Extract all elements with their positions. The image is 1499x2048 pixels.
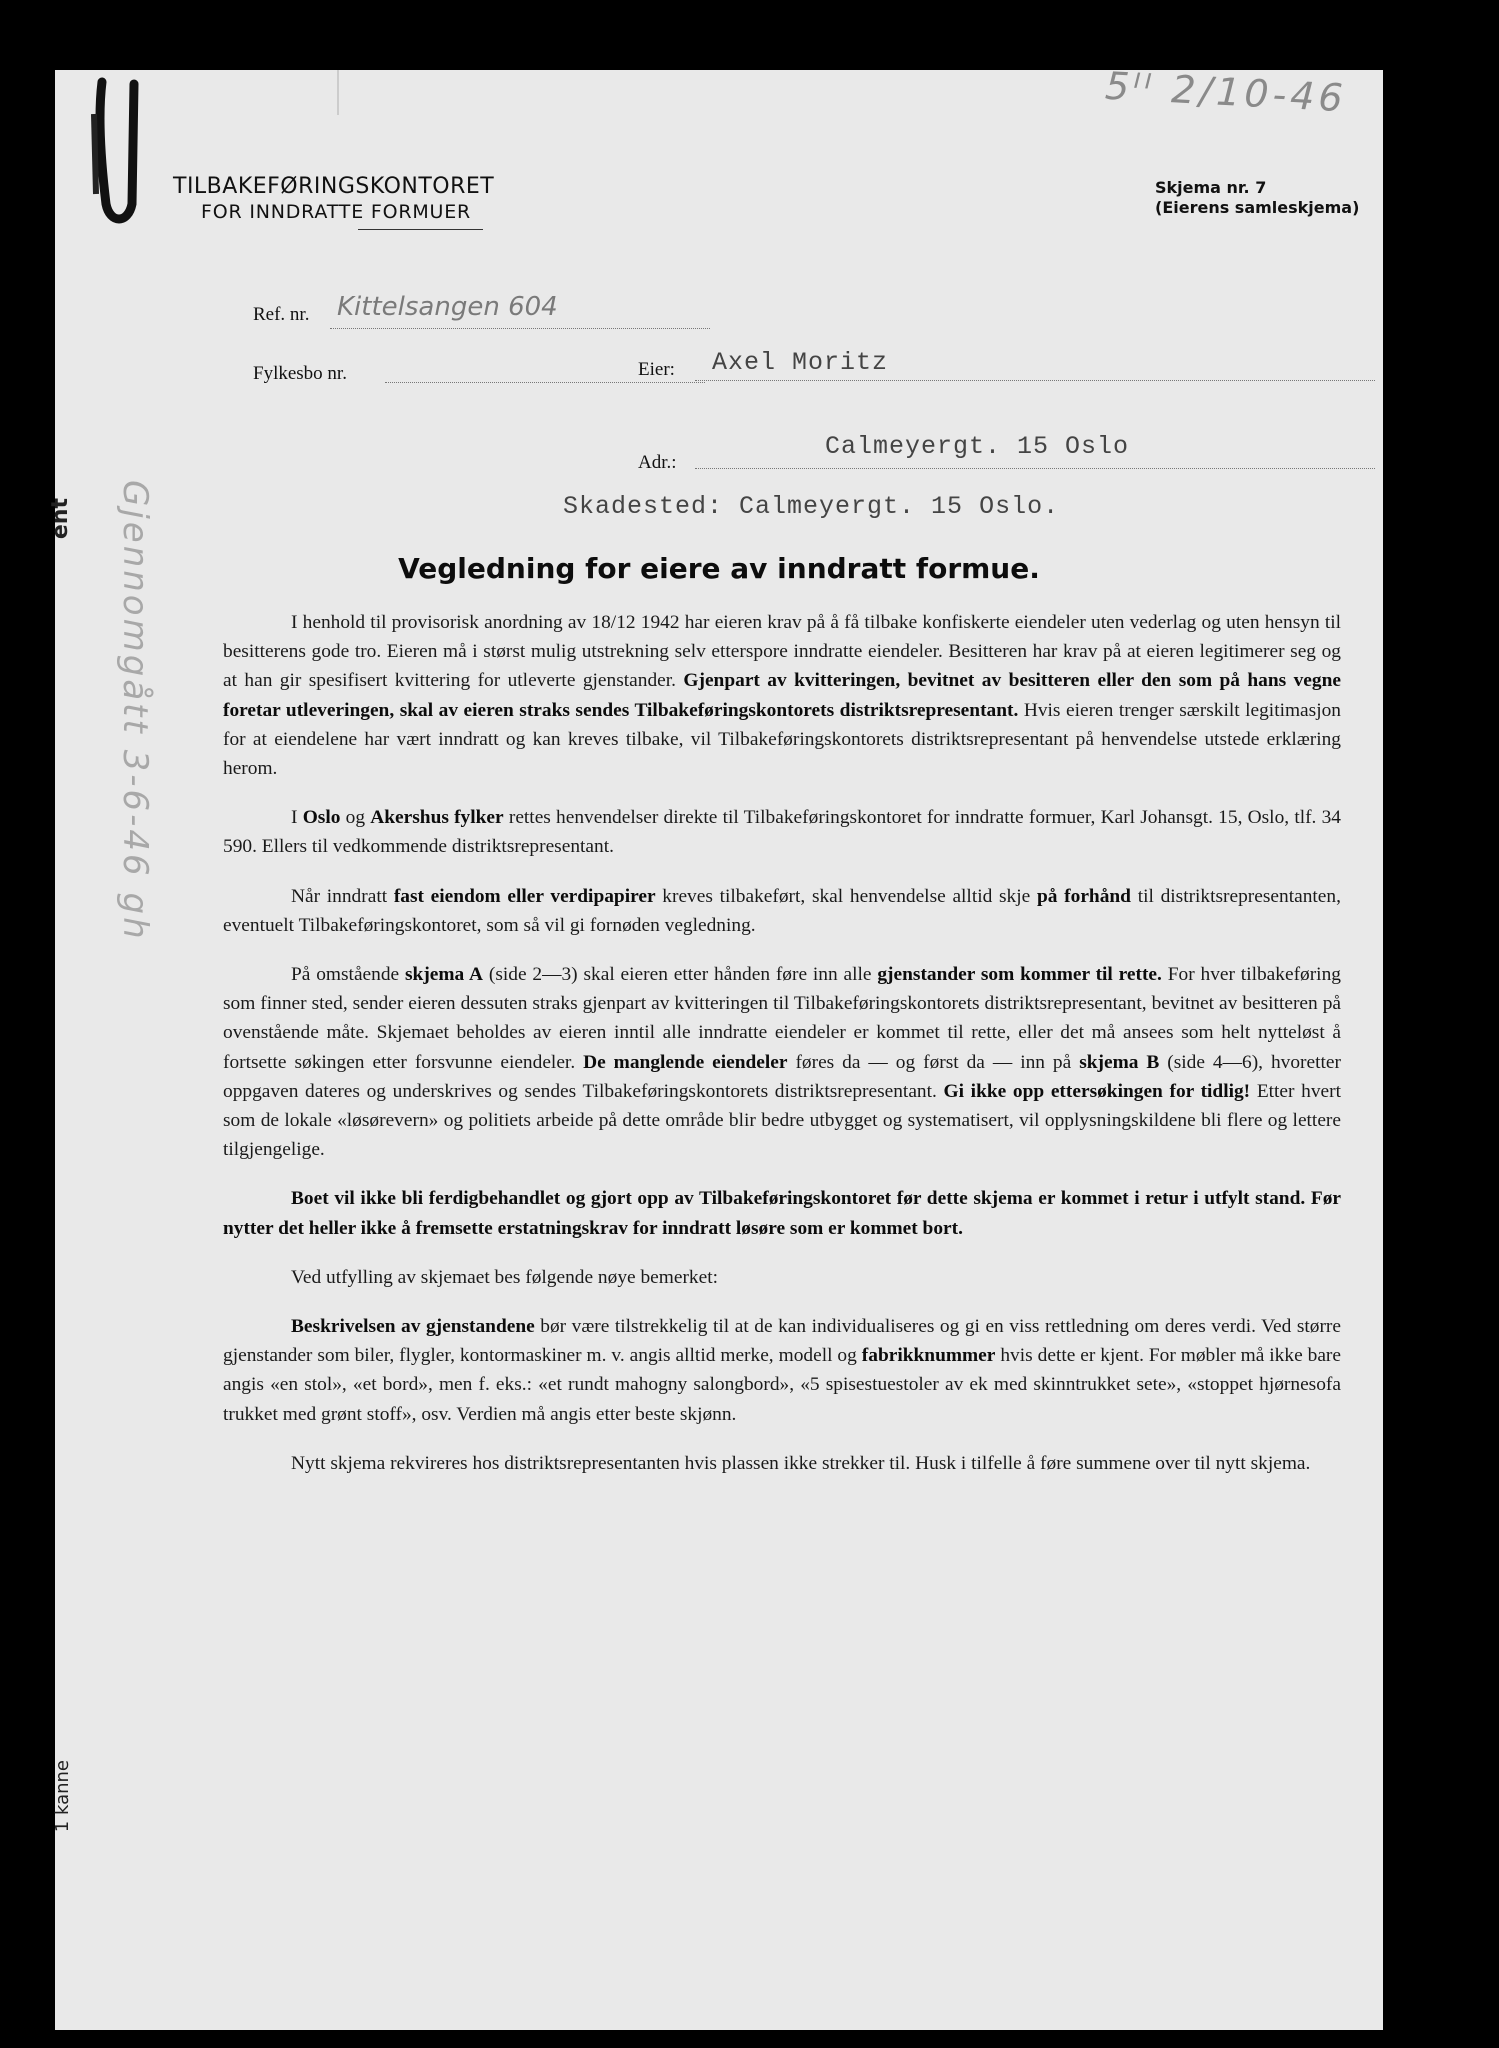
schema-label bbox=[1155, 178, 1359, 218]
p4-bold-skjema-a: skjema A bbox=[405, 964, 484, 986]
document-page bbox=[55, 63, 1383, 2030]
org-name-line2: FOR INNDRATTE FORMUER bbox=[201, 201, 472, 223]
ref-handwritten-value: Kittelsangen 604 bbox=[337, 292, 558, 322]
eier-label: Eier: bbox=[638, 359, 675, 380]
eier-line bbox=[695, 380, 1375, 381]
p4-bold-gjenstander: gjenstander som kommer til rette. bbox=[877, 964, 1162, 986]
paragraph-8 bbox=[223, 1449, 1341, 1478]
p7-text-end: hvis dette er kjent. For møbler må ikke bare angis «en stol», «et bord», men f. eks.: «et rundt mahogny salongbord», «5 spisestuestoler av ek med skinntrukket sete», «stoppet hjørnesofa trukket med grønt stoff», osv. Verdien må angis etter beste skjønn. bbox=[223, 1345, 1341, 1425]
adr-value: Calmeyergt. 15 Oslo bbox=[825, 432, 1130, 461]
p3-text-end: til distriktsrepresentanten, eventuelt Tilbakeføringskontoret, som så vil gi fornøden vegledning. bbox=[223, 885, 1341, 936]
document-title: Vegledning for eiere av inndratt formue. bbox=[398, 552, 1040, 585]
header-rule bbox=[358, 229, 483, 230]
handwritten-date-note: 5ᴵᴵ 2/10-46 bbox=[1104, 63, 1348, 121]
p7-text: bør være tilstrekkelig til at de kan individualiseres og gi en viss rettledning om deres verdi. Ved større gjenstander som biler, flygler, kontormaskiner m. v. angis alltid merke, modell og bbox=[223, 1316, 1341, 1367]
p4-bold-gi-ikke-opp: Gi ikke opp ettersøkingen for tidlig! bbox=[943, 1080, 1251, 1102]
schema-number: Skjema nr. 7 bbox=[1155, 178, 1267, 197]
p4-text-4: føres da — og først da — inn på bbox=[795, 1051, 1072, 1073]
p6-text: Ved utfylling av skjemaet bes følgende nøye bemerket: bbox=[291, 1266, 719, 1288]
archive-clip-mark bbox=[80, 74, 150, 224]
ref-label: Ref. nr. bbox=[253, 304, 310, 325]
ref-line bbox=[330, 328, 710, 329]
p5-bold: Boet vil ikke bli ferdigbehandlet og gjort opp av Tilbakeføringskontoret før dette skjema er kommet i retur i utfylt stand. Før nytter det heller ikke å fremsette erstatningskrav for inndratt løsøre som er kommet bort. bbox=[223, 1188, 1341, 1239]
p1-text-end: Hvis eieren trenger særskilt legitimasjon for at eiendelene har vært inndratt og kan kreves tilbake, vil Tilbakeføringskontorets distriktsrepresentant på henvendelse utstede erklæring herom. bbox=[223, 699, 1341, 780]
p1-bold: Gjenpart av kvitteringen, bevitnet av besitteren eller den som på hans vegne foretar utleveringen, skal av eieren straks sendes Tilbakeføringskontorets distriktsrepresentant. bbox=[223, 670, 1341, 721]
p3-text-mid: kreves tilbakeført, skal henvendelse alltid skje bbox=[662, 885, 1031, 907]
p8-text: Nytt skjema rekvireres hos distriktsrepresentanten hvis plassen ikke strekker til. Husk i tilfelle å føre summene over til nytt skjema. bbox=[291, 1452, 1311, 1474]
adr-line bbox=[695, 468, 1375, 469]
org-name-line1: TILBAKEFØRINGSKONTORET bbox=[173, 174, 495, 199]
p4-text-5: (side 4—6), hvoretter oppgaven dateres og underskrives og sendes Tilbakeføringskontorets distriktsrepresentant. bbox=[223, 1051, 1341, 1102]
adr-label: Adr.: bbox=[638, 452, 677, 473]
p7-bold-fabrikknummer: fabrikknummer bbox=[861, 1345, 996, 1367]
fylkesbo-line bbox=[385, 382, 705, 383]
p2-og: og bbox=[345, 807, 366, 829]
organization-header bbox=[173, 174, 494, 230]
p4-text-2: (side 2—3) skal eieren etter hånden føre inn alle bbox=[488, 964, 872, 986]
paragraph-6 bbox=[223, 1263, 1341, 1292]
paragraph-3 bbox=[223, 882, 1341, 940]
p3-text: Når inndratt bbox=[291, 885, 388, 907]
p4-bold-manglende: De manglende eiendeler bbox=[583, 1051, 788, 1073]
p4-text-3: For hver tilbakeføring som finner sted, sender eieren dessuten straks gjenpart av kvitteringen til Tilbakeføringskontorets distriktsrepresentant, bevitnet av besitteren på ovenstående måte. Skjemaet beholdes av eieren inntil alle inndratte eiendeler er kommet til rette, eller det må ansees som helt nytteløst å fortsette søkingen etter forsvunne eiendeler. bbox=[223, 964, 1341, 1073]
p3-bold: fast eiendom eller verdipapirer bbox=[393, 885, 656, 907]
guidance-body bbox=[223, 608, 1341, 1498]
paragraph-4 bbox=[223, 960, 1341, 1164]
p3-bold-forhand: på forhånd bbox=[1036, 885, 1131, 907]
side-handwriting: Gjennomgått 3-6-46 gh bbox=[115, 480, 155, 942]
paragraph-1 bbox=[223, 608, 1341, 783]
p1-text: I henhold til provisorisk anordning av 18/12 1942 har eieren krav på å få tilbake konfiskerte eiendeler uten vederlag og uten hensyn til besitterens gode tro. Eieren må i størst mulig utstrekning selv etterspore inndratte eiendeler. Besitteren har krav på at eieren legitimerer seg og at han gir spesifisert kvittering for utleverte gjenstander. bbox=[223, 612, 1341, 692]
fylkesbo-label: Fylkesbo nr. bbox=[253, 363, 347, 384]
paper-scratch bbox=[337, 70, 339, 115]
p4-text-end: Etter hvert som de lokale «løsørevern» og politiets arbeide på dette område blir bedre utbygget og systematisert, vil opplysningskildene bli flere og lettere tilgjengelige. bbox=[223, 1080, 1341, 1161]
edge-mark-top: ent bbox=[48, 498, 73, 540]
p2-text-end: rettes henvendelser direkte til Tilbakeføringskontoret for inndratte formuer, Karl Johansgt. 15, Oslo, tlf. 34 590. Ellers til vedkommende distriktsrepresentant. bbox=[223, 807, 1341, 858]
schema-subtitle: (Eierens samleskjema) bbox=[1155, 198, 1360, 217]
paragraph-5 bbox=[223, 1184, 1341, 1242]
edge-mark-bottom: 1 kanne bbox=[52, 1760, 73, 1833]
p2-text: I bbox=[291, 807, 298, 829]
eier-value: Axel Moritz bbox=[712, 348, 889, 377]
p2-bold-akershus: Akershus fylker bbox=[370, 807, 504, 829]
paragraph-7 bbox=[223, 1312, 1341, 1429]
p2-bold-oslo: Oslo bbox=[302, 807, 341, 829]
p4-text: På omstående bbox=[291, 964, 400, 986]
paragraph-2 bbox=[223, 803, 1341, 861]
skadested-line: Skadested: Calmeyergt. 15 Oslo. bbox=[563, 492, 1060, 521]
p4-bold-skjema-b: skjema B bbox=[1079, 1051, 1160, 1073]
p7-bold: Beskrivelsen av gjenstandene bbox=[291, 1316, 535, 1338]
